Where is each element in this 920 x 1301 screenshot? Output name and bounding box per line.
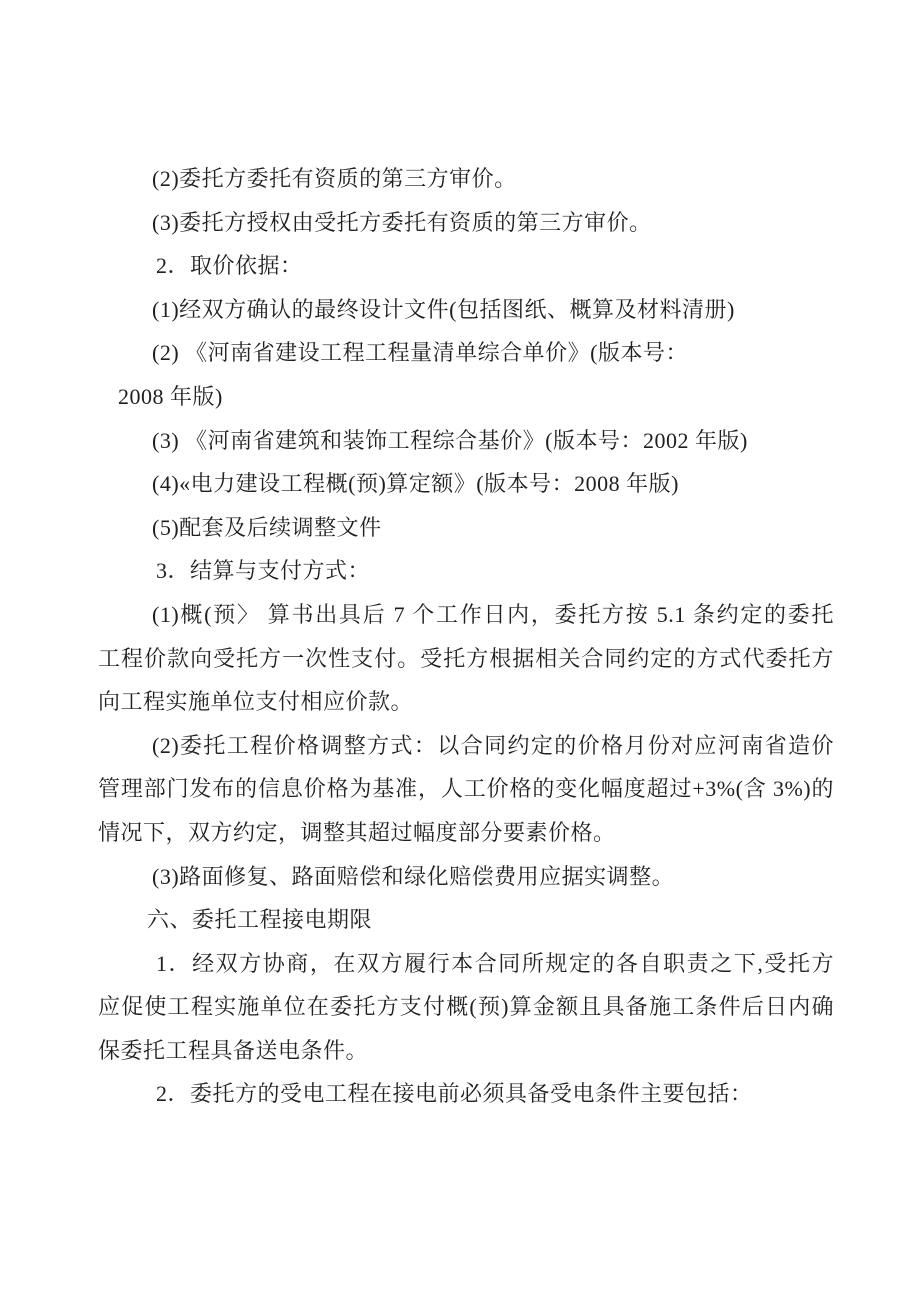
- text-line: (3)委托方授权由受托方委托有资质的第三方审价。: [152, 209, 652, 235]
- text-block: [98, 157, 834, 1116]
- text-line: (3) 《河南省建筑和装饰工程综合基价》(版本号：2002 年版): [152, 427, 748, 453]
- text-line: 保委托工程具备送电条件。: [98, 1037, 369, 1063]
- text-line: 情况下，双方约定，调整其超过幅度部分要素价格。: [98, 819, 616, 845]
- text-line: (1)经双方确认的最终设计文件(包括图纸、概算及材料清册): [152, 296, 735, 322]
- text-line: (2)委托工程价格调整方式：以合同约定的价格月份对应河南省造价: [152, 732, 834, 758]
- text-line: (4)«电力建设工程概(预)算定额》(版本号：2008 年版): [152, 471, 679, 497]
- text-line: (3)路面修复、路面赔偿和绿化赔偿费用应据实调整。: [152, 863, 675, 889]
- text-line: (2)委托方委托有资质的第三方审价。: [152, 166, 517, 191]
- text-line: 应促使工程实施单位在委托方支付概(预)算金额且具备施工条件后日内确: [98, 994, 834, 1020]
- text-line: (1)概(预〉 算书出具后 7 个工作日内，委托方按 5.1 条约定的委托: [152, 601, 834, 627]
- text-line: 向工程实施单位支付相应价款。: [98, 689, 414, 715]
- text-line: 2．取价依据：: [156, 253, 303, 279]
- text-line: (2) 《河南省建设工程工程量清单综合单价》(版本号：: [152, 340, 688, 366]
- text-line: (5)配套及后续调整文件: [152, 514, 382, 540]
- text-line: 3．结算与支付方式：: [156, 558, 371, 584]
- text-line: 2008 年版): [118, 383, 223, 409]
- text-line: 2．委托方的受电工程在接电前必须具备受电条件主要包括：: [156, 1081, 753, 1107]
- text-line: 1．经双方协商，在双方履行本合同所规定的各自职责之下,受托方: [156, 950, 834, 976]
- section-heading: 六、委托工程接电期限: [147, 907, 373, 933]
- text-line: 管理部门发布的信息价格为基准，人工价格的变化幅度超过+3%(含 3%)的: [98, 776, 834, 802]
- text-line: 工程价款向受托方一次性支付。受托方根据相关合同约定的方式代委托方: [98, 645, 834, 671]
